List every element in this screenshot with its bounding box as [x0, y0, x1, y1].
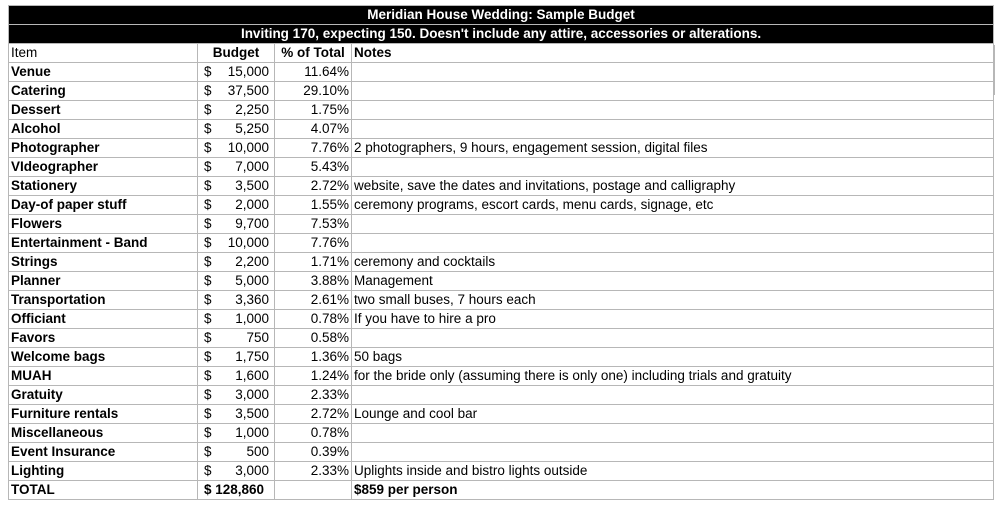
- table-row: [9, 443, 994, 462]
- currency-symbol: $: [204, 64, 212, 79]
- currency-symbol: $: [204, 425, 212, 440]
- pct-cell[interactable]: 1.75%: [275, 101, 352, 120]
- budget-cell[interactable]: [198, 272, 275, 291]
- currency-symbol: $: [204, 406, 212, 421]
- table-row: [9, 424, 994, 443]
- item-cell[interactable]: Welcome bags: [9, 348, 198, 367]
- table-row: [9, 386, 994, 405]
- table-row: [9, 234, 994, 253]
- pct-cell[interactable]: 1.71%: [275, 253, 352, 272]
- currency-symbol: $: [204, 330, 212, 345]
- currency-symbol: $: [204, 140, 212, 155]
- notes-cell[interactable]: ceremony programs, escort cards, menu cards, signage, etc: [352, 196, 994, 215]
- item-cell[interactable]: Furniture rentals: [9, 405, 198, 424]
- total-label[interactable]: TOTAL: [9, 481, 198, 500]
- budget-cell[interactable]: [198, 348, 275, 367]
- pct-cell[interactable]: 4.07%: [275, 120, 352, 139]
- pct-cell[interactable]: 0.78%: [275, 310, 352, 329]
- budget-amount: 37,500: [227, 83, 269, 98]
- item-cell[interactable]: Event Insurance: [9, 443, 198, 462]
- table-row: [9, 291, 994, 310]
- table-row: [9, 101, 994, 120]
- budget-amount: 10,000: [227, 140, 269, 155]
- table-row: [9, 367, 994, 386]
- notes-cell[interactable]: [352, 386, 994, 405]
- pct-cell[interactable]: 2.33%: [275, 462, 352, 481]
- item-cell[interactable]: MUAH: [9, 367, 198, 386]
- currency-symbol: $: [204, 387, 212, 402]
- item-cell[interactable]: Strings: [9, 253, 198, 272]
- pct-cell[interactable]: 0.78%: [275, 424, 352, 443]
- budget-cell[interactable]: [198, 234, 275, 253]
- budget-cell[interactable]: [198, 253, 275, 272]
- header-item[interactable]: Item: [9, 44, 198, 63]
- notes-cell[interactable]: website, save the dates and invitations, postage and calligraphy: [352, 177, 994, 196]
- sheet-title[interactable]: Meridian House Wedding: Sample Budget: [9, 6, 994, 25]
- budget-amount: 3,360: [235, 292, 269, 307]
- item-cell[interactable]: Catering: [9, 82, 198, 101]
- sheet-subtitle[interactable]: Inviting 170, expecting 150. Doesn't include any attire, accessories or alterations.: [9, 25, 994, 44]
- pct-cell[interactable]: 29.10%: [275, 82, 352, 101]
- total-budget-cell[interactable]: [198, 481, 275, 500]
- budget-cell[interactable]: [198, 177, 275, 196]
- table-row: [9, 310, 994, 329]
- budget-amount: 3,000: [235, 387, 269, 402]
- title-row: [9, 6, 994, 25]
- table-row: [9, 120, 994, 139]
- budget-amount: 5,250: [235, 121, 269, 136]
- currency-symbol: $: [204, 83, 212, 98]
- item-cell[interactable]: Officiant: [9, 310, 198, 329]
- currency-symbol: $: [204, 292, 212, 307]
- total-budget: $ 128,860: [204, 482, 265, 497]
- pct-cell[interactable]: 2.33%: [275, 386, 352, 405]
- item-cell[interactable]: Lighting: [9, 462, 198, 481]
- notes-cell[interactable]: [352, 215, 994, 234]
- budget-cell[interactable]: [198, 329, 275, 348]
- currency-symbol: $: [204, 254, 212, 269]
- budget-amount: 500: [246, 444, 269, 459]
- budget-cell[interactable]: [198, 63, 275, 82]
- currency-symbol: $: [204, 159, 212, 174]
- notes-cell[interactable]: If you have to hire a pro: [352, 310, 994, 329]
- budget-amount: 3,500: [235, 406, 269, 421]
- budget-cell[interactable]: [198, 82, 275, 101]
- header-pct[interactable]: % of Total: [275, 44, 352, 63]
- table-row: [9, 215, 994, 234]
- pct-cell[interactable]: 2.72%: [275, 177, 352, 196]
- table-row: [9, 462, 994, 481]
- currency-symbol: $: [204, 235, 212, 250]
- total-notes[interactable]: $859 per person: [352, 481, 994, 500]
- item-cell[interactable]: Photographer: [9, 139, 198, 158]
- notes-cell[interactable]: [352, 120, 994, 139]
- pct-cell[interactable]: 7.76%: [275, 234, 352, 253]
- notes-cell[interactable]: [352, 158, 994, 177]
- budget-spreadsheet: [8, 5, 994, 500]
- budget-amount: 1,750: [235, 349, 269, 364]
- budget-amount: 15,000: [227, 64, 269, 79]
- table-row: [9, 253, 994, 272]
- item-cell[interactable]: Alcohol: [9, 120, 198, 139]
- budget-amount: 5,000: [235, 273, 269, 288]
- notes-cell[interactable]: [352, 424, 994, 443]
- total-row: [9, 481, 994, 500]
- item-cell[interactable]: Dessert: [9, 101, 198, 120]
- pct-cell[interactable]: 0.58%: [275, 329, 352, 348]
- pct-cell[interactable]: 1.24%: [275, 367, 352, 386]
- item-cell[interactable]: Transportation: [9, 291, 198, 310]
- pct-cell[interactable]: 0.39%: [275, 443, 352, 462]
- budget-amount: 2,000: [235, 197, 269, 212]
- budget-cell[interactable]: [198, 367, 275, 386]
- budget-amount: 750: [246, 330, 269, 345]
- table-row: [9, 158, 994, 177]
- pct-cell[interactable]: 5.43%: [275, 158, 352, 177]
- budget-cell[interactable]: [198, 101, 275, 120]
- currency-symbol: $: [204, 121, 212, 136]
- notes-cell[interactable]: [352, 63, 994, 82]
- currency-symbol: $: [204, 102, 212, 117]
- item-cell[interactable]: Gratuity: [9, 386, 198, 405]
- budget-cell[interactable]: [198, 158, 275, 177]
- budget-amount: 3,000: [235, 463, 269, 478]
- currency-symbol: $: [204, 273, 212, 288]
- table-row: [9, 196, 994, 215]
- table-row: [9, 405, 994, 424]
- budget-amount: 1,000: [235, 425, 269, 440]
- notes-cell[interactable]: 2 photographers, 9 hours, engagement session, digital files: [352, 139, 994, 158]
- table-row: [9, 177, 994, 196]
- item-cell[interactable]: Planner: [9, 272, 198, 291]
- pct-cell[interactable]: 1.55%: [275, 196, 352, 215]
- budget-amount: 3,500: [235, 178, 269, 193]
- budget-amount: 2,250: [235, 102, 269, 117]
- currency-symbol: $: [204, 444, 212, 459]
- table-row: [9, 272, 994, 291]
- item-cell[interactable]: Stationery: [9, 177, 198, 196]
- item-cell[interactable]: Venue: [9, 63, 198, 82]
- header-notes[interactable]: Notes: [352, 44, 994, 63]
- budget-cell[interactable]: [198, 310, 275, 329]
- notes-cell[interactable]: [352, 234, 994, 253]
- budget-amount: 2,200: [235, 254, 269, 269]
- budget-cell[interactable]: [198, 462, 275, 481]
- header-row: [9, 44, 994, 63]
- table-row: [9, 329, 994, 348]
- notes-cell[interactable]: Management: [352, 272, 994, 291]
- total-pct[interactable]: [275, 481, 352, 500]
- notes-cell[interactable]: two small buses, 7 hours each: [352, 291, 994, 310]
- item-cell[interactable]: Flowers: [9, 215, 198, 234]
- budget-cell[interactable]: [198, 386, 275, 405]
- budget-cell[interactable]: [198, 424, 275, 443]
- currency-symbol: $: [204, 368, 212, 383]
- notes-cell[interactable]: for the bride only (assuming there is only one) including trials and gratuity: [352, 367, 994, 386]
- item-cell[interactable]: Day-of paper stuff: [9, 196, 198, 215]
- notes-cell[interactable]: 50 bags: [352, 348, 994, 367]
- notes-cell[interactable]: Uplights inside and bistro lights outside: [352, 462, 994, 481]
- table-row: [9, 139, 994, 158]
- budget-amount: 1,000: [235, 311, 269, 326]
- currency-symbol: $: [204, 216, 212, 231]
- pct-cell[interactable]: 7.76%: [275, 139, 352, 158]
- budget-amount: 1,600: [235, 368, 269, 383]
- budget-cell[interactable]: [198, 215, 275, 234]
- table-row: [9, 348, 994, 367]
- budget-amount: 10,000: [227, 235, 269, 250]
- budget-cell[interactable]: [198, 120, 275, 139]
- currency-symbol: $: [204, 197, 212, 212]
- notes-cell[interactable]: [352, 329, 994, 348]
- item-cell[interactable]: Miscellaneous: [9, 424, 198, 443]
- notes-cell[interactable]: Lounge and cool bar: [352, 405, 994, 424]
- pct-cell[interactable]: 2.72%: [275, 405, 352, 424]
- table-row: [9, 63, 994, 82]
- currency-symbol: $: [204, 178, 212, 193]
- budget-cell[interactable]: [198, 196, 275, 215]
- budget-amount: 9,700: [235, 216, 269, 231]
- pct-cell[interactable]: 11.64%: [275, 63, 352, 82]
- notes-cell[interactable]: [352, 443, 994, 462]
- notes-cell[interactable]: ceremony and cocktails: [352, 253, 994, 272]
- item-cell[interactable]: VIdeographer: [9, 158, 198, 177]
- budget-cell[interactable]: [198, 405, 275, 424]
- currency-symbol: $: [204, 349, 212, 364]
- notes-cell[interactable]: [352, 101, 994, 120]
- table-row: [9, 82, 994, 101]
- item-cell[interactable]: Favors: [9, 329, 198, 348]
- budget-cell[interactable]: [198, 443, 275, 462]
- column-edge: [994, 45, 995, 95]
- item-cell[interactable]: Entertainment - Band: [9, 234, 198, 253]
- header-budget[interactable]: Budget: [198, 44, 275, 63]
- budget-cell[interactable]: [198, 291, 275, 310]
- notes-cell[interactable]: [352, 82, 994, 101]
- budget-cell[interactable]: [198, 139, 275, 158]
- subtitle-row: [9, 25, 994, 44]
- currency-symbol: $: [204, 311, 212, 326]
- currency-symbol: $: [204, 463, 212, 478]
- pct-cell[interactable]: 7.53%: [275, 215, 352, 234]
- pct-cell[interactable]: 3.88%: [275, 272, 352, 291]
- budget-amount: 7,000: [235, 159, 269, 174]
- pct-cell[interactable]: 2.61%: [275, 291, 352, 310]
- pct-cell[interactable]: 1.36%: [275, 348, 352, 367]
